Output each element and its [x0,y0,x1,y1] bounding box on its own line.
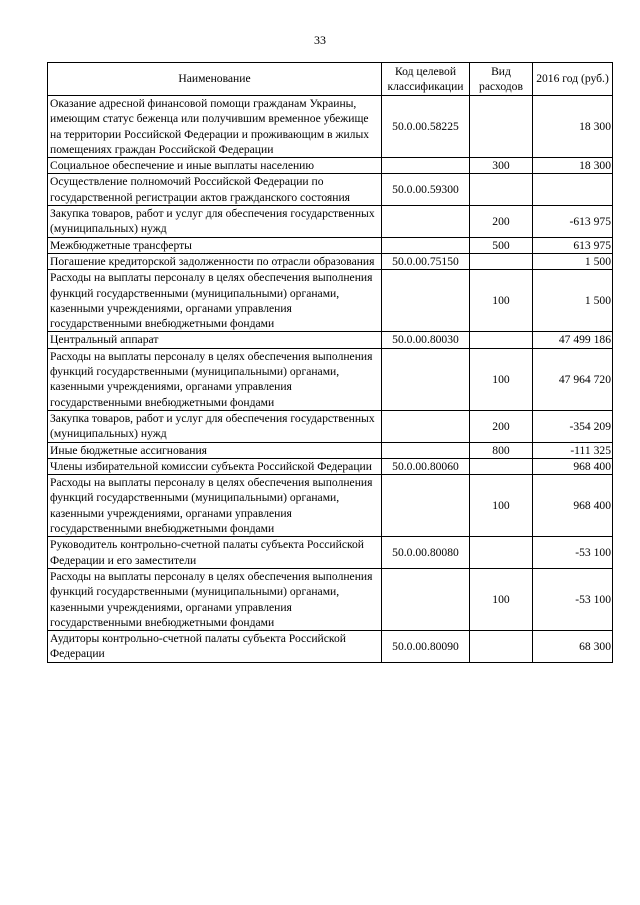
row-name: Межбюджетные трансферты [48,237,382,253]
table-row [48,410,613,442]
row-code [382,158,470,174]
row-kind [470,253,533,269]
row-kind: 100 [470,270,533,332]
row-amount: 1 500 [533,253,613,269]
row-code: 50.0.00.80060 [382,458,470,474]
row-name: Расходы на выплаты персоналу в целях обеспечения выполнения функций государственными (муниципальными) органами, казенными учреждениями, органами управления государственными внебюджетными фондами [48,270,382,332]
header-kind: Вид расходов [470,63,533,96]
table-row [48,442,613,458]
row-amount: -53 100 [533,537,613,569]
header-code: Код целевой классификации [382,63,470,96]
row-kind: 100 [470,475,533,537]
row-name: Члены избирательной комиссии субъекта Российской Федерации [48,458,382,474]
row-amount: 968 400 [533,458,613,474]
row-code [382,410,470,442]
row-amount: -111 325 [533,442,613,458]
row-code: 50.0.00.59300 [382,174,470,206]
budget-table [47,62,613,663]
header-amount: 2016 год (руб.) [533,63,613,96]
header-name: Наименование [48,63,382,96]
row-amount: 1 500 [533,270,613,332]
row-name: Расходы на выплаты персоналу в целях обеспечения выполнения функций государственными (муниципальными) органами, казенными учреждениями, органами управления государственными внебюджетными фондами [48,475,382,537]
row-kind: 100 [470,568,533,630]
table-row [48,253,613,269]
table-row [48,332,613,348]
row-code [382,270,470,332]
row-name: Иные бюджетные ассигнования [48,442,382,458]
row-amount: 68 300 [533,631,613,663]
row-name: Центральный аппарат [48,332,382,348]
row-code [382,475,470,537]
table-row [48,158,613,174]
row-kind: 300 [470,158,533,174]
table-row [48,537,613,569]
row-amount: 47 964 720 [533,348,613,410]
row-amount: 47 499 186 [533,332,613,348]
table-row [48,348,613,410]
row-amount: -53 100 [533,568,613,630]
row-name: Руководитель контрольно-счетной палаты субъекта Российской Федерации и его заместители [48,537,382,569]
table-row [48,270,613,332]
page-number: 33 [314,33,326,47]
row-kind [470,332,533,348]
row-kind: 200 [470,410,533,442]
row-kind [470,631,533,663]
row-kind [470,174,533,206]
row-name: Социальное обеспечение и иные выплаты населению [48,158,382,174]
table-header-row [48,63,613,96]
row-name: Расходы на выплаты персоналу в целях обеспечения выполнения функций государственными (муниципальными) органами, казенными учреждениями, органами управления государственными внебюджетными фондами [48,568,382,630]
row-amount [533,174,613,206]
row-code: 50.0.00.75150 [382,253,470,269]
row-kind [470,458,533,474]
row-name: Расходы на выплаты персоналу в целях обеспечения выполнения функций государственными (муниципальными) органами, казенными учреждениями, органами управления государственными внебюджетными фондами [48,348,382,410]
row-amount: 968 400 [533,475,613,537]
table-row [48,475,613,537]
row-amount: 18 300 [533,96,613,158]
row-code [382,348,470,410]
row-name: Аудиторы контрольно-счетной палаты субъекта Российской Федерации [48,631,382,663]
table-row [48,237,613,253]
row-amount: -354 209 [533,410,613,442]
row-kind: 100 [470,348,533,410]
row-kind: 200 [470,206,533,238]
row-kind: 500 [470,237,533,253]
table-row [48,458,613,474]
row-code: 50.0.00.80030 [382,332,470,348]
row-code [382,237,470,253]
row-amount: 613 975 [533,237,613,253]
row-name: Погашение кредиторской задолженности по отрасли образования [48,253,382,269]
table-row [48,568,613,630]
row-name: Закупка товаров, работ и услуг для обеспечения государственных (муниципальных) нужд [48,206,382,238]
table-row [48,174,613,206]
row-name: Осуществление полномочий Российской Федерации по государственной регистрации актов гражданского состояния [48,174,382,206]
row-code: 50.0.00.58225 [382,96,470,158]
table-row [48,96,613,158]
row-amount: -613 975 [533,206,613,238]
row-kind [470,96,533,158]
row-kind: 800 [470,442,533,458]
row-name: Оказание адресной финансовой помощи гражданам Украины, имеющим статус беженца или получившим временное убежище на территории Российской Федерации и проживающим в жилых помещениях граждан Российской Федерации [48,96,382,158]
row-code: 50.0.00.80080 [382,537,470,569]
row-amount: 18 300 [533,158,613,174]
row-code [382,568,470,630]
table-row [48,206,613,238]
table-row [48,631,613,663]
row-code: 50.0.00.80090 [382,631,470,663]
row-code [382,442,470,458]
row-name: Закупка товаров, работ и услуг для обеспечения государственных (муниципальных) нужд [48,410,382,442]
row-kind [470,537,533,569]
row-code [382,206,470,238]
